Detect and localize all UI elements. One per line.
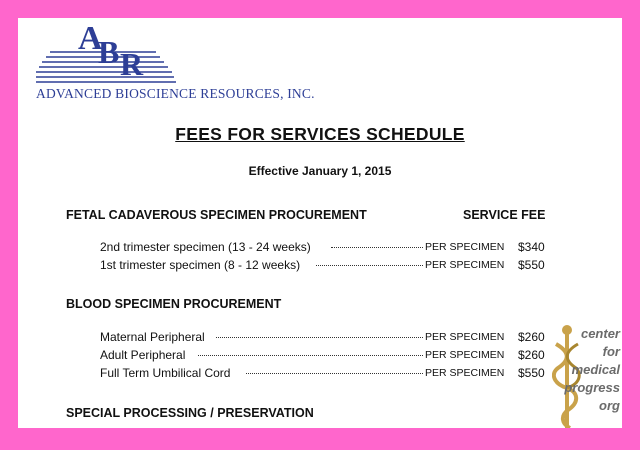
section-heading-fetal: FETAL CADAVEROUS SPECIMEN PROCUREMENT — [66, 208, 367, 222]
document-page — [18, 18, 622, 428]
watermark-line: progress — [564, 380, 620, 395]
fee-item-label: 1st trimester specimen (8 - 12 weeks) — [100, 258, 301, 272]
logo-letter-b: B — [98, 34, 120, 70]
section-heading-processing: SPECIAL PROCESSING / PRESERVATION — [66, 406, 314, 420]
service-fee-header: SERVICE FEE — [463, 208, 546, 222]
watermark-line: org — [599, 398, 620, 413]
fee-item-unit: PER SPECIMEN — [425, 259, 505, 271]
fee-item-price: $550 — [518, 258, 545, 272]
fee-item-label: Adult Peripheral — [100, 348, 186, 362]
fee-item-unit: PER SPECIMEN — [425, 349, 505, 361]
section-heading-blood: BLOOD SPECIMEN PROCUREMENT — [66, 297, 282, 311]
page-title: FEES FOR SERVICES SCHEDULE — [175, 124, 465, 144]
watermark-line: for — [602, 344, 620, 359]
effective-date: Effective January 1, 2015 — [248, 164, 392, 178]
fee-row — [18, 348, 622, 364]
cmp-watermark — [552, 324, 622, 428]
company-name: ADVANCED BIOSCIENCE RESOURCES, INC. — [36, 86, 315, 101]
watermark-line: center — [580, 326, 620, 341]
watermark-line: medical — [571, 362, 620, 377]
fee-item-price: $550 — [518, 366, 545, 380]
fee-item-unit: PER SPECIMEN — [425, 331, 505, 343]
fee-item-label: Maternal Peripheral — [100, 330, 205, 344]
dot-leader — [216, 337, 423, 338]
fee-item-price: $260 — [518, 348, 545, 362]
dot-leader — [198, 355, 423, 356]
fee-row — [18, 240, 622, 256]
logo-letter-r: R — [120, 46, 144, 82]
dot-leader — [331, 247, 423, 248]
fee-row — [18, 258, 622, 274]
dot-leader — [316, 265, 423, 266]
fee-item-unit: PER SPECIMEN — [425, 367, 505, 379]
fee-item-unit: PER SPECIMEN — [425, 241, 505, 253]
fee-item-label: Full Term Umbilical Cord — [100, 366, 231, 380]
dot-leader — [246, 373, 423, 374]
fee-row — [18, 366, 622, 382]
fee-item-price: $260 — [518, 330, 545, 344]
fee-item-label: 2nd trimester specimen (13 - 24 weeks) — [100, 240, 311, 254]
fee-row — [18, 330, 622, 346]
company-logo — [36, 20, 315, 106]
logo-letter-a: A — [78, 20, 103, 57]
fee-item-price: $340 — [518, 240, 545, 254]
